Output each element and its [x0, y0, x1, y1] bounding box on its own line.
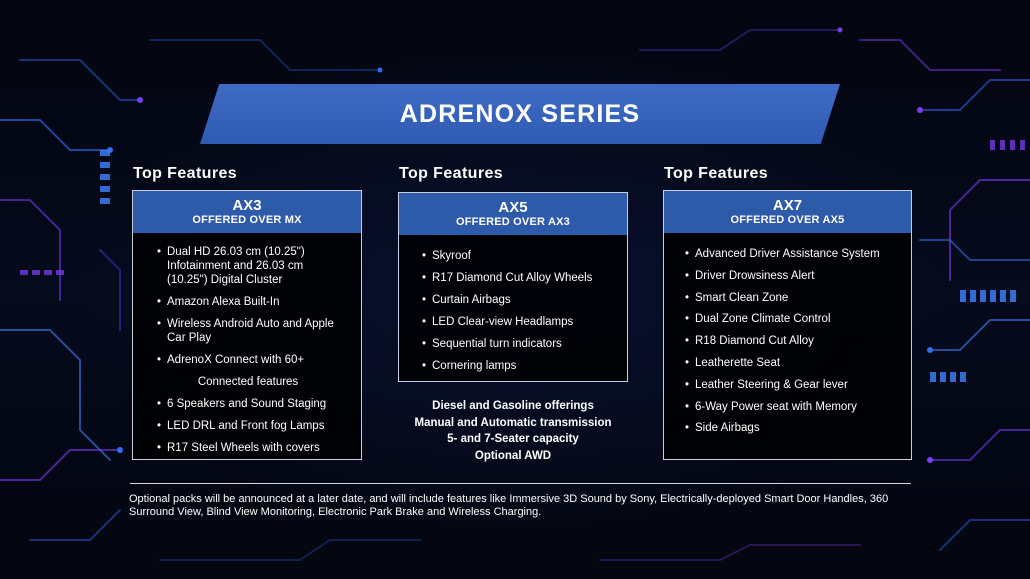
list-item: [685, 269, 905, 291]
feature-text: LED Clear-view Headlamps: [432, 316, 574, 328]
list-item: [685, 334, 905, 356]
list-item: [157, 441, 339, 463]
list-item: [422, 359, 617, 381]
list-item: [157, 353, 339, 375]
list-item: [685, 247, 905, 269]
ax3-feature-list: [133, 233, 361, 463]
bullet-icon: •: [685, 248, 690, 260]
bullet-icon: •: [685, 400, 690, 413]
list-item: [685, 378, 905, 400]
powertrain-line: Optional AWD: [474, 449, 552, 462]
feature-text: Skyroof: [432, 250, 471, 262]
feature-text: Advanced Driver Assistance System: [695, 248, 880, 260]
feature-text: 6-Way Power seat with Memory: [695, 400, 857, 413]
ax3-model-name: AX3: [232, 196, 262, 214]
feature-text: R17 Diamond Cut Alloy Wheels: [432, 272, 593, 284]
feature-text: Dual Zone Climate Control: [695, 313, 831, 326]
feature-text: Leatherette Seat: [695, 356, 781, 369]
feature-text: Cornering lamps: [432, 360, 517, 372]
list-item: [157, 397, 339, 419]
bullet-icon: •: [157, 246, 162, 258]
ax3-card-header: [133, 191, 361, 233]
ax5-offered-over: OFFERED OVER AX3: [455, 215, 571, 228]
bullet-icon: •: [685, 313, 690, 326]
ax5-card: [398, 192, 628, 382]
bullet-icon: •: [685, 335, 690, 348]
bullet-icon: •: [685, 356, 690, 369]
ax7-feature-list: [664, 233, 911, 443]
list-item: [685, 291, 905, 313]
bullet-icon: •: [422, 360, 427, 372]
list-item: [422, 249, 617, 271]
powertrain-notes: [398, 398, 628, 464]
bullet-icon: •: [685, 269, 690, 282]
list-item: [157, 245, 339, 295]
bullet-icon: •: [157, 442, 162, 454]
bullet-icon: •: [685, 291, 690, 304]
feature-text: Leather Steering & Gear lever: [695, 378, 848, 391]
feature-text: LED DRL and Front fog Lamps: [167, 420, 325, 432]
bullet-icon: •: [157, 398, 162, 410]
list-item: [685, 421, 905, 443]
ax7-model-name: AX7: [772, 196, 803, 214]
ax5-model-name: AX5: [498, 198, 528, 216]
banner-title: ADRENOX SERIES: [399, 99, 641, 128]
bullet-icon: •: [157, 296, 162, 308]
footnote-divider: [130, 483, 911, 484]
bullet-icon: •: [685, 378, 690, 391]
bullet-icon: •: [157, 318, 162, 330]
ax7-card-header: [664, 191, 911, 233]
feature-text: Amazon Alexa Built-In: [167, 296, 280, 308]
feature-text: 6 Speakers and Sound Staging: [167, 398, 327, 410]
feature-text: Curtain Airbags: [432, 294, 511, 306]
ax3-offered-over: OFFERED OVER MX: [192, 213, 302, 226]
ax3-top-features-heading: Top Features: [133, 165, 238, 182]
list-item: [157, 375, 339, 397]
ax5-feature-list: [399, 235, 627, 381]
list-item: [157, 295, 339, 317]
bullet-icon: •: [422, 250, 427, 262]
list-item: [422, 293, 617, 315]
ax7-card: [663, 190, 912, 460]
powertrain-line: Manual and Automatic transmission: [414, 416, 612, 429]
powertrain-line: 5- and 7-Seater capacity: [447, 433, 579, 445]
feature-text: Smart Clean Zone: [695, 291, 789, 304]
feature-text: Sequential turn indicators: [432, 338, 562, 350]
bullet-icon: •: [157, 420, 162, 432]
series-banner: [200, 84, 840, 144]
ax7-top-features-heading: Top Features: [664, 165, 769, 182]
ax5-card-header: [399, 193, 627, 235]
ax7-offered-over: OFFERED OVER AX5: [730, 213, 845, 226]
bullet-icon: •: [157, 354, 162, 366]
feature-text: Wireless Android Auto and Apple Car Play: [167, 318, 334, 344]
feature-text: R17 Steel Wheels with covers: [167, 442, 320, 454]
list-item: [685, 356, 905, 378]
ax5-top-features-heading: Top Features: [399, 165, 504, 182]
feature-text: Driver Drowsiness Alert: [695, 269, 815, 282]
bullet-icon: •: [685, 422, 690, 435]
ax3-card: [132, 190, 362, 460]
footnote-text: Optional packs will be announced at a later date, and will include features like Immersive 3D Sound by Sony, Electrically-deployed Smart Door Handles, 360 Surround View, Blind View Monitoring, Electronic Park Brake and Wireless Charging.: [129, 493, 889, 518]
list-item: [685, 400, 905, 422]
bullet-icon: •: [422, 294, 427, 306]
feature-text: Side Airbags: [695, 422, 760, 435]
list-item: [157, 419, 339, 441]
list-item: [422, 337, 617, 359]
feature-text: Connected features: [197, 376, 299, 388]
bullet-icon: •: [422, 316, 427, 328]
feature-text: Dual HD 26.03 cm (10.25") Infotainment and 26.03 cm (10.25") Digital Cluster: [167, 246, 305, 286]
powertrain-line: Diesel and Gasoline offerings: [432, 400, 594, 412]
list-item: [157, 317, 339, 353]
feature-text: AdrenoX Connect with 60+: [167, 354, 305, 366]
list-item: [422, 271, 617, 293]
list-item: [422, 315, 617, 337]
bullet-icon: •: [422, 272, 427, 284]
bullet-icon: •: [422, 338, 427, 350]
feature-text: R18 Diamond Cut Alloy: [695, 335, 814, 348]
list-item: [685, 312, 905, 334]
